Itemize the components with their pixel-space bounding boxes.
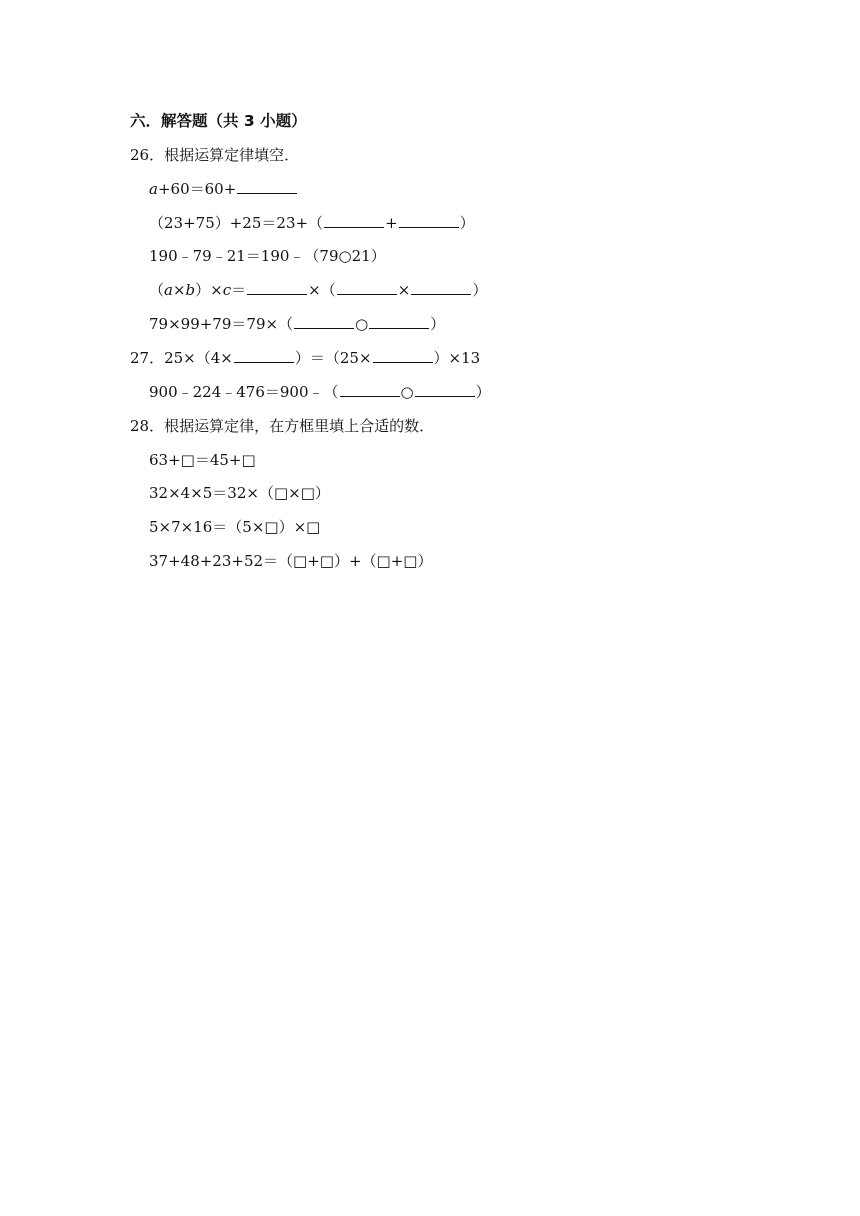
q27-line-1	[130, 348, 480, 368]
q26-l2-text-a: （23+75）+25＝23+（	[149, 214, 324, 232]
q26-line-3: 190﹣79﹣21＝190﹣（79○21）	[149, 247, 386, 265]
var-a: a	[149, 180, 158, 198]
q26-l1-text: +60＝60+	[157, 180, 237, 198]
q28-line-1: 63+□＝45+□	[149, 451, 256, 469]
q26-l2-text-b: +	[385, 214, 398, 232]
q26-line-1	[149, 179, 298, 199]
q26-l4-mid: ）×	[195, 281, 223, 299]
answer-blank[interactable]	[294, 314, 354, 329]
answer-blank[interactable]	[247, 280, 307, 295]
var-a: a	[164, 281, 173, 299]
var-c: c	[222, 281, 232, 299]
answer-blank[interactable]	[337, 280, 397, 295]
q28-line-3: 5×7×16＝（5×□）×□	[149, 518, 321, 536]
q28-stem: 28．根据运算定律，在方框里填上合适的数．	[130, 417, 435, 435]
q27-l2-text-a: 900﹣224﹣476＝900﹣（	[149, 383, 339, 401]
q26-l4-eq: ＝	[231, 281, 247, 299]
answer-blank[interactable]	[415, 382, 475, 397]
section-title: 六．解答题（共 3 小题）	[130, 112, 307, 130]
answer-blank[interactable]	[340, 382, 400, 397]
answer-blank[interactable]	[234, 348, 294, 363]
q26-l2-text-c: ）	[459, 214, 475, 232]
q26-line-5	[149, 314, 445, 334]
q27-line-2	[149, 382, 491, 402]
answer-blank[interactable]	[369, 314, 429, 329]
q26-stem: 26．根据运算定律填空．	[130, 146, 300, 164]
q28-line-4: 37+48+23+52＝（□+□）+（□+□）	[149, 552, 433, 570]
q26-l4-t3: ×	[397, 281, 411, 299]
q26-l5-text-c: ）	[430, 315, 446, 333]
q26-l5-text-b: ○	[355, 315, 369, 333]
answer-blank[interactable]	[411, 280, 471, 295]
answer-blank[interactable]	[324, 213, 384, 228]
q27-l1-text-c: ）×13	[433, 349, 481, 367]
answer-blank[interactable]	[237, 179, 297, 194]
q28-line-2: 32×4×5＝32×（□×□）	[149, 484, 330, 502]
q26-l5-text-a: 79×99+79＝79×（	[149, 315, 294, 333]
var-b: b	[185, 281, 196, 299]
q26-line-4	[149, 280, 487, 300]
q26-l4-times: ×	[172, 281, 186, 299]
q26-l4-open: （	[149, 281, 165, 299]
q26-line-2	[149, 213, 475, 233]
answer-blank[interactable]	[373, 348, 433, 363]
answer-blank[interactable]	[399, 213, 459, 228]
q27-l1-text-b: ）＝（25×	[294, 349, 372, 367]
q26-l4-t2: ×（	[308, 281, 336, 299]
q27-l2-text-b: ○	[400, 383, 414, 401]
q27-l2-text-c: ）	[475, 383, 491, 401]
q27-l1-text-a: 27．25×（4×	[130, 349, 233, 367]
q26-l4-close: ）	[472, 281, 488, 299]
